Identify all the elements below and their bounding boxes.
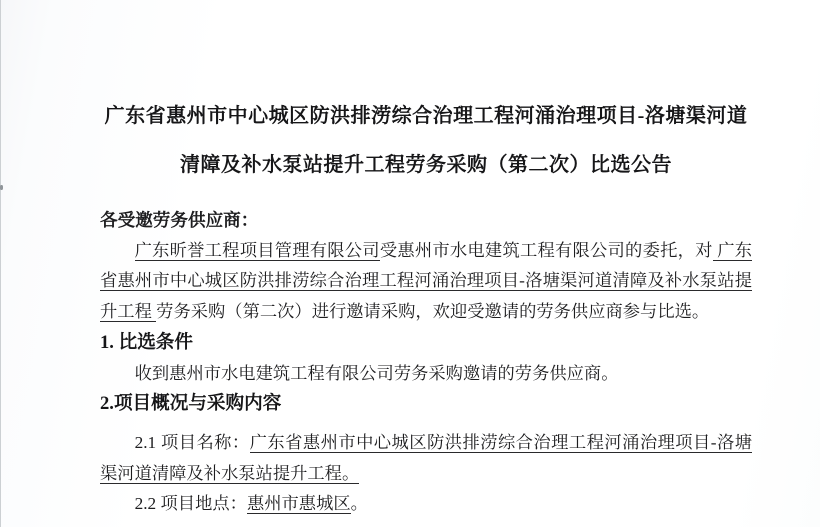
project-name-value: 广东省惠州市中心城区防洪排涝综合治理工程河涌治理项目-洛塘渠河道清障及补水泵站提升工程。 bbox=[100, 432, 752, 483]
plain-text: 劳务采购（第二次）进行邀请采购，欢迎受邀请的劳务供应商参与比选。 bbox=[156, 302, 710, 322]
title-line: 广东省惠州市中心城区防洪排涝综合治理工程河涌治理项目-洛塘渠河道 bbox=[104, 105, 748, 127]
intro-paragraph bbox=[100, 236, 752, 328]
document-title bbox=[100, 92, 752, 190]
project-location-suffix: 。 bbox=[350, 494, 368, 514]
scan-edge-artifact bbox=[0, 0, 1, 527]
underlined-text: 广东省惠州市中心城区防洪排涝综合治理工程河涌治理项目-洛塘渠河道清障及补水泵站提升工程 bbox=[100, 240, 752, 322]
plain-text: 受惠州市水电建筑工程有限公司的委托，对 bbox=[379, 240, 713, 260]
section-2-heading: 2.项目概况与采购内容 bbox=[100, 393, 282, 415]
section-1-heading: 1. 比选条件 bbox=[100, 331, 193, 353]
title-line: 清障及补水泵站提升工程劳务采购（第二次）比选公告 bbox=[180, 154, 672, 176]
salutation-line: 各受邀劳务供应商： bbox=[100, 210, 259, 230]
project-location-label: 2.2 项目地点： bbox=[134, 494, 247, 514]
project-location-value: 惠州市惠城区 bbox=[246, 494, 351, 514]
document-body bbox=[100, 205, 752, 520]
scan-speck-artifact bbox=[0, 185, 3, 190]
project-name-item bbox=[100, 428, 752, 489]
project-name-label: 2.1 项目名称： bbox=[134, 432, 250, 452]
document-content bbox=[100, 92, 752, 520]
underlined-text: 广东昕誉工程项目管理有限公司 bbox=[134, 240, 380, 260]
section-1-body: 收到惠州市水电建筑工程有限公司劳务采购邀请的劳务供应商。 bbox=[134, 363, 619, 383]
project-location-item bbox=[100, 489, 752, 520]
